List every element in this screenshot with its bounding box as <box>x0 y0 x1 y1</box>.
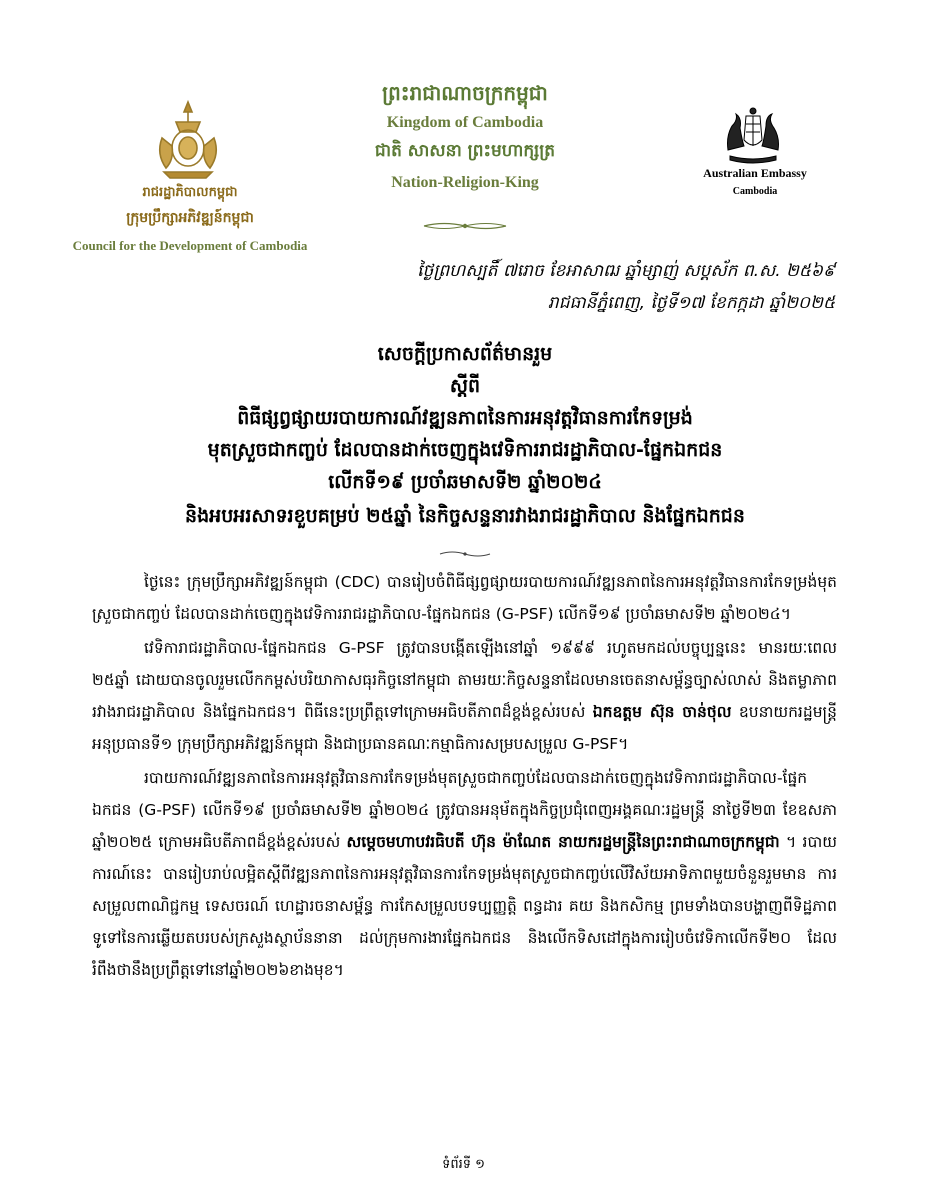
embassy-country: Cambodia <box>732 186 778 197</box>
cdc-government-label: រាជរដ្ឋាភិបាលកម្ពុជា <box>142 185 238 200</box>
lunar-date: ថ្ងៃព្រហស្បតិ៍ ៧រោច ខែអាសាឍ ឆ្នាំម្សាញ់ សប្តស័ក ព.ស. ២៥៦៩ <box>417 261 835 281</box>
paragraph-3-text-cont: ។ របាយការណ៍នេះ បានរៀបរាប់លម្អិតស្តីពីវឌ្ឍនភាពនៃការអនុវត្តវិធានការកែទម្រង់មុតស្រួចជាកញ្ចប់លើវិស័យអាទិភាពមួយចំនួនរួមមាន ការសម្រួលពាណិជ្ជកម្ម ទេសចរណ៍ ហេដ្ឋារចនាសម្ព័ន្ធ ការកែសម្រួលបទប្បញ្ញត្តិ ពន្ធដារ គយ និងកសិកម្ម ព្រមទាំងបានបង្ហាញពីទិដ្ឋភាពទូទៅនៃការឆ្លើយតបរបស់ក្រសួងស្ថាប័ននានា ដល់ក្រុមការងារផ្នែកឯកជន និងលើកទិសដៅក្នុងការរៀបចំវេទិកាលើកទី២០ ដែលរំពឹងថានឹងប្រព្រឹត្តទៅនៅឆ្នាំ២០២៦ខាងមុខ។ <box>92 833 837 979</box>
cdc-english-name: Council for the Development of Cambodia <box>72 238 308 253</box>
title-line: លើកទី១៩ ប្រចាំឆមាសទី២ ឆ្នាំ២០២៤ <box>328 471 602 493</box>
paragraph-2 <box>92 632 837 760</box>
paragraph-1: ថ្ងៃនេះ ក្រុមប្រឹក្សាអភិវឌ្ឍន៍កម្ពុជា (CDC) បានរៀបចំពិធីផ្សព្វផ្សាយរបាយការណ៍វឌ្ឍនភាពនៃការអនុវត្តវិធានការកែទម្រង់មុតស្រួចជាកញ្ចប់ ដែលបានដាក់ចេញក្នុងវេទិការរាជរដ្ឋាភិបាល-ផ្នែកឯកជន (G-PSF) លើកទី១៩ ប្រចាំឆមាសទី២ ឆ្នាំ២០២៤។ <box>92 573 837 623</box>
motto-khmer: ជាតិ សាសនា ព្រះមហាក្សត្រ <box>374 141 556 161</box>
motto-english: Nation-Religion-King <box>391 174 539 191</box>
page-number: ទំព័រទី ១ <box>442 1157 485 1172</box>
title-subject-label: ស្តីពី <box>449 375 481 397</box>
paragraph-3 <box>92 762 837 986</box>
kingdom-khmer: ព្រះរាជាណាចក្រកម្ពុជា <box>382 81 548 105</box>
australian-coat-of-arms-icon <box>716 106 790 166</box>
paragraph-3-text: របាយការណ៍វឌ្ឍនភាពនៃការអនុវត្តវិធានការកែទម្រង់មុតស្រួចជាកញ្ចប់ដែលបានដាក់ចេញក្នុងវេទិការាជរដ្ឋាភិបាល-ផ្នែកឯកជន (G-PSF) លើកទី១៩ ប្រចាំឆមាសទី២ ឆ្នាំ២០២៤ ត្រូវបានអនុម័តក្នុងកិច្ចប្រជុំពេញអង្គគណៈរដ្ឋមន្ត្រី នាថ្ងៃទី២៣ ខែឧសភា ឆ្នាំ២០២៥ ក្រោមអធិបតីភាពដ៏ខ្ពង់ខ្ពស់របស់ <box>92 769 837 851</box>
ornament-divider-icon <box>422 218 508 232</box>
document-title: សេចក្តីប្រកាសព័ត៌មានរួម <box>377 343 553 365</box>
embassy-name: Australian Embassy <box>703 166 807 180</box>
press-release-body <box>92 566 837 988</box>
prime-minister-name: សម្តេចមហាបវរធិបតី ហ៊ុន ម៉ាណែត នាយករដ្ឋមន្ត្រីនៃព្រះរាជាណាចក្រកម្ពុជា <box>346 833 780 851</box>
paragraph-2-text: វេទិការាជរដ្ឋាភិបាល-ផ្នែកឯកជន G-PSF ត្រូវបានបង្កើតឡើងនៅឆ្នាំ ១៩៩៩ រហូតមកដល់បច្ចុប្បន្ននេះ មានរយៈពេល ២៥ឆ្នាំ ដោយបានចូលរួមលើកកម្ពស់បរិយាកាសធុរកិច្ចនៅកម្ពុជា តាមរយៈកិច្ចសន្ទនាដែលមានចេតនាសម្ព័ន្ធច្បាស់លាស់ និងតម្លាភាពរវាងរាជរដ្ឋាភិបាល និងផ្នែកឯកជន។ ពិធីនេះប្រព្រឹត្តទៅក្រោមអធិបតីភាពដ៏ខ្ពង់ខ្ពស់របស់ <box>92 639 837 721</box>
kingdom-english: Kingdom of Cambodia <box>386 114 544 131</box>
title-line: និងអបអរសាទរខួបគម្រប់ ២៥ឆ្នាំ នៃកិច្ចសន្ទនារវាងរាជរដ្ឋាភិបាល និងផ្នែកឯកជន <box>185 505 745 527</box>
paragraph-2-text-cont: ឧបនាយករដ្ឋមន្ត្រី អនុប្រធានទី១ ក្រុមប្រឹក្សាអភិវឌ្ឍន៍កម្ពុជា និងជាប្រធានគណៈកម្មាធិការសម្របសម្រួល G-PSF។ <box>92 703 837 753</box>
cdc-council-label: ក្រុមប្រឹក្សាអភិវឌ្ឍន៍កម្ពុជា <box>126 210 254 226</box>
solar-date: រាជធានីភ្នំពេញ, ថ្ងៃទី១៧ ខែកក្កដា ឆ្នាំ២០២៥ <box>547 293 835 313</box>
official-name: ឯកឧត្តម ស៊ុន ចាន់ថុល <box>592 703 732 721</box>
title-line: ពិធីផ្សព្វផ្សាយរបាយការណ៍វឌ្ឍនភាពនៃការអនុវត្តវិធានការកែទម្រង់ <box>237 407 693 429</box>
ornament-divider-icon <box>438 544 492 554</box>
title-line: មុតស្រួចជាកញ្ចប់ ដែលបានដាក់ចេញក្នុងវេទិការរាជរដ្ឋាភិបាល-ផ្នែកឯកជន <box>207 439 723 461</box>
cdc-crest-icon <box>150 98 226 180</box>
